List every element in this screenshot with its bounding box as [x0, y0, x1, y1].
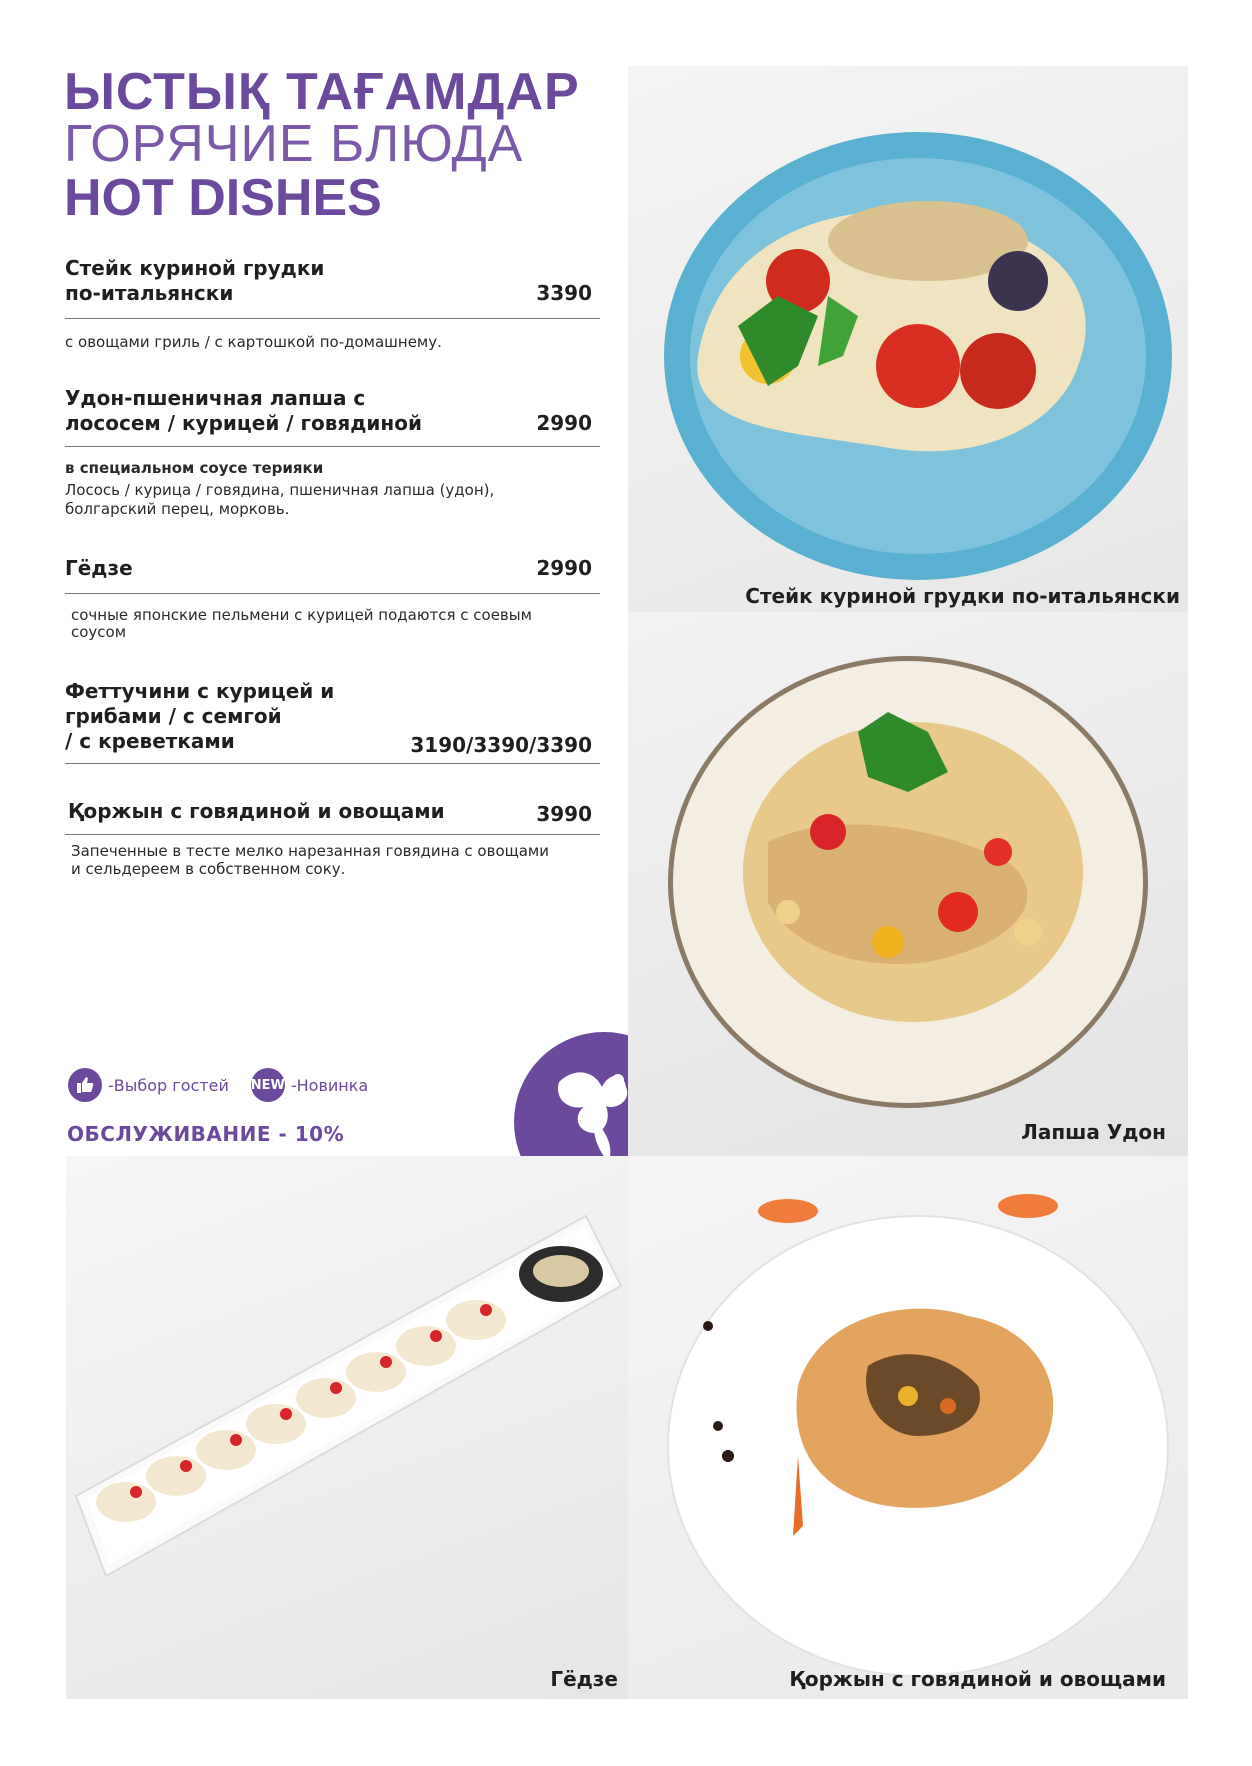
menu-item-name: Удон-пшеничная лапша с лососем / курицей / говядиной [65, 386, 422, 435]
new-badge-icon: NEW [251, 1068, 285, 1102]
menu-item-description: с овощами гриль / с картошкой по-домашнему. [65, 333, 442, 351]
menu-item-description: сочные японские пельмени с курицей подаются с соевым соусом [71, 606, 532, 641]
divider [65, 318, 600, 319]
menu-item-name: Гёдзе [65, 556, 133, 580]
menu-item-description: Лосось / курица / говядина, пшеничная лапша (удон), болгарский перец, морковь. [65, 481, 495, 518]
photo-caption: Лапша Удон [1021, 1120, 1166, 1144]
menu-item-description: Запеченные в тесте мелко нарезанная говядина с овощами и сельдереем в собственном соку. [71, 842, 550, 878]
divider [65, 593, 600, 594]
photo-udon [628, 612, 1188, 1158]
logo-clip [514, 1032, 629, 1156]
menu-item-sauce: в специальном соусе терияки [65, 459, 324, 477]
menu-item-price: 2990 [536, 411, 592, 435]
title-russian: ГОРЯЧИЕ БЛЮДА [64, 115, 524, 173]
thumbs-up-icon [68, 1068, 102, 1102]
menu-item-name: Стейк куриной грудки по-итальянски [65, 256, 325, 305]
legend [68, 1068, 368, 1102]
photo-korzhyn [628, 1156, 1188, 1699]
menu-item-price: 3190/3390/3390 [410, 733, 592, 757]
legend-new: -Новинка [290, 1075, 369, 1095]
title-english: HOT DISHES [64, 169, 382, 227]
menu-item-price: 2990 [536, 556, 592, 580]
menu-item-price: 3390 [536, 281, 592, 305]
legend-guests-choice: -Выбор гостей [108, 1075, 229, 1095]
menu-item-price: 3990 [536, 802, 592, 826]
photo-chicken-steak [628, 66, 1188, 612]
menu-item-name: Қоржын с говядиной и овощами [68, 799, 445, 823]
photo-caption: Гёдзе [550, 1667, 618, 1691]
divider [65, 446, 600, 447]
divider [65, 763, 600, 764]
divider [65, 834, 600, 835]
photo-gyoza [66, 1156, 628, 1699]
photo-caption: Қоржын с говядиной и овощами [789, 1667, 1166, 1691]
service-charge: ОБСЛУЖИВАНИЕ - 10% [67, 1122, 345, 1146]
title-kazakh: ЫСТЫҚ ТАҒАМДАР [64, 63, 580, 121]
photo-caption: Стейк куриной грудки по-итальянски [745, 584, 1180, 608]
menu-item-name: Феттучини с курицей и грибами / с семгой / с креветками [65, 679, 335, 753]
